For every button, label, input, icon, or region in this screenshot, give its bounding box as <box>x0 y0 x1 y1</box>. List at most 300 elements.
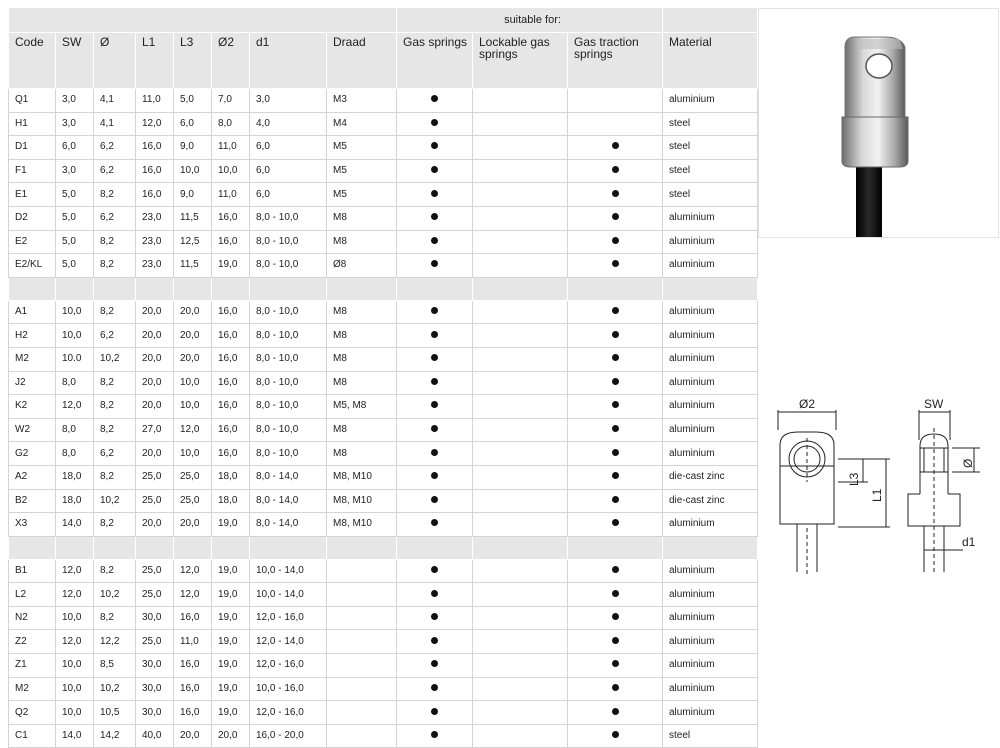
suitability-cell <box>473 301 568 325</box>
dim-d1-label: d1 <box>962 535 976 549</box>
table-cell: 8,0 - 10,0 <box>250 442 327 466</box>
table-cell: 25,0 <box>174 466 212 490</box>
table-cell: 19,0 <box>212 560 250 584</box>
table-cell: 25,0 <box>136 560 174 584</box>
suitability-cell <box>397 136 473 160</box>
suitability-cell <box>568 560 663 584</box>
suitability-cell <box>397 654 473 678</box>
suitability-cell <box>568 231 663 255</box>
table-cell: N2 <box>8 607 56 631</box>
suitability-cell <box>568 324 663 348</box>
suitability-cell <box>397 231 473 255</box>
header-row <box>8 33 758 89</box>
table-cell: 25,0 <box>136 490 174 514</box>
column-header: Material <box>663 33 758 89</box>
table-cell: 12,0 - 14,0 <box>250 630 327 654</box>
table-cell: 12,0 <box>174 560 212 584</box>
table-cell: 9,0 <box>174 183 212 207</box>
table-cell: 20,0 <box>174 324 212 348</box>
bullet-icon <box>612 378 619 385</box>
table-cell: 20,0 <box>136 324 174 348</box>
table-cell: 20,0 <box>174 725 212 748</box>
table-cell: steel <box>663 183 758 207</box>
ball-socket-photo-icon <box>759 9 998 237</box>
table-cell: 10,0 <box>56 678 94 702</box>
table-cell: H1 <box>8 113 56 137</box>
table-cell: 10,0 <box>56 701 94 725</box>
table-row <box>8 419 758 443</box>
table-cell: 3,0 <box>56 89 94 113</box>
bullet-icon <box>612 354 619 361</box>
table-cell: 8,0 - 14,0 <box>250 466 327 490</box>
bullet-icon <box>612 496 619 503</box>
table-cell: 20,0 <box>136 395 174 419</box>
table-cell: aluminium <box>663 442 758 466</box>
table-cell: 20,0 <box>174 301 212 325</box>
table-cell: aluminium <box>663 324 758 348</box>
table-cell: 10,0 <box>56 607 94 631</box>
suitability-cell <box>568 113 663 137</box>
table-cell: 8,5 <box>94 654 136 678</box>
table-cell: 12,0 <box>56 395 94 419</box>
table-cell: A1 <box>8 301 56 325</box>
table-cell: M5, M8 <box>327 395 397 419</box>
table-cell: 6,2 <box>94 442 136 466</box>
table-cell: 8,2 <box>94 301 136 325</box>
table-cell: 12,0 - 16,0 <box>250 701 327 725</box>
table-cell: 10,0 - 16,0 <box>250 678 327 702</box>
table-cell: aluminium <box>663 560 758 584</box>
table-cell: 5,0 <box>56 183 94 207</box>
suitability-cell <box>568 513 663 537</box>
table-cell: 10,2 <box>94 348 136 372</box>
bullet-icon <box>612 331 619 338</box>
bullet-icon <box>431 354 438 361</box>
table-cell: 10,2 <box>94 678 136 702</box>
suitability-cell <box>473 654 568 678</box>
suitability-cell <box>397 560 473 584</box>
suitability-cell <box>397 113 473 137</box>
bullet-icon <box>612 660 619 667</box>
table-cell: aluminium <box>663 583 758 607</box>
bullet-icon <box>612 260 619 267</box>
table-cell: 30,0 <box>136 701 174 725</box>
table-cell <box>327 630 397 654</box>
table-row <box>8 254 758 278</box>
table-cell: Z1 <box>8 654 56 678</box>
bullet-icon <box>612 613 619 620</box>
suitability-cell <box>397 324 473 348</box>
suitability-cell <box>568 301 663 325</box>
dim-o-label: Ø <box>961 458 975 468</box>
suitability-cell <box>568 207 663 231</box>
suitability-cell <box>568 442 663 466</box>
suitability-cell <box>473 513 568 537</box>
bullet-icon <box>431 378 438 385</box>
table-cell: 8,2 <box>94 560 136 584</box>
bullet-icon <box>431 331 438 338</box>
table-row <box>8 490 758 514</box>
table-cell: M5 <box>327 160 397 184</box>
suitability-cell <box>397 372 473 396</box>
suitable-for-label: suitable for: <box>397 8 663 33</box>
table-cell: M4 <box>327 113 397 137</box>
table-cell: 16,0 <box>212 324 250 348</box>
bullet-icon <box>431 731 438 738</box>
table-cell: D1 <box>8 136 56 160</box>
bullet-icon <box>612 425 619 432</box>
table-cell: 20,0 <box>136 348 174 372</box>
suitability-cell <box>473 466 568 490</box>
table-cell: 8,0 - 10,0 <box>250 254 327 278</box>
bullet-icon <box>431 708 438 715</box>
table-row <box>8 466 758 490</box>
table-cell: 5,0 <box>174 89 212 113</box>
suitability-cell <box>473 560 568 584</box>
suitability-cell <box>568 372 663 396</box>
table-cell: 8,2 <box>94 419 136 443</box>
table-cell: steel <box>663 725 758 748</box>
suitability-cell <box>397 207 473 231</box>
table-cell: G2 <box>8 442 56 466</box>
table-cell: 6,0 <box>56 136 94 160</box>
table-cell: 19,0 <box>212 254 250 278</box>
bullet-icon <box>431 637 438 644</box>
column-header: Lockable gas springs <box>473 33 568 89</box>
table-row <box>8 654 758 678</box>
suitable-row <box>8 8 758 33</box>
bullet-icon <box>431 213 438 220</box>
table-cell: 8,2 <box>94 183 136 207</box>
suitability-cell <box>397 348 473 372</box>
table-cell: 20,0 <box>136 372 174 396</box>
bullet-icon <box>431 566 438 573</box>
table-cell: 10,2 <box>94 583 136 607</box>
suitability-cell <box>473 324 568 348</box>
table-cell: W2 <box>8 419 56 443</box>
suitability-cell <box>397 490 473 514</box>
suitability-cell <box>473 419 568 443</box>
table-cell: 16,0 <box>212 231 250 255</box>
table-row <box>8 513 758 537</box>
table-cell: 19,0 <box>212 513 250 537</box>
table-cell: 25,0 <box>174 490 212 514</box>
dim-l3-label: L3 <box>847 472 861 486</box>
table-cell: 14,0 <box>56 725 94 748</box>
table-cell: 16,0 <box>174 654 212 678</box>
table-cell: 20,0 <box>174 513 212 537</box>
suitability-cell <box>473 254 568 278</box>
table-cell: 10,0 <box>56 324 94 348</box>
table-cell: aluminium <box>663 701 758 725</box>
suitability-cell <box>568 89 663 113</box>
table-cell: 12,0 <box>56 583 94 607</box>
suitability-cell <box>473 348 568 372</box>
column-header: L1 <box>136 33 174 89</box>
table-cell: aluminium <box>663 254 758 278</box>
table-cell: 8,0 - 10,0 <box>250 301 327 325</box>
table-cell: 10,0 - 14,0 <box>250 583 327 607</box>
table-cell: 8,2 <box>94 254 136 278</box>
suitability-cell <box>473 607 568 631</box>
table-cell: 5,0 <box>56 231 94 255</box>
table-cell: Q1 <box>8 89 56 113</box>
column-header: Ø2 <box>212 33 250 89</box>
table-cell: 5,0 <box>56 207 94 231</box>
table-cell: 8,0 - 10,0 <box>250 207 327 231</box>
table-cell: 10,5 <box>94 701 136 725</box>
bullet-icon <box>431 190 438 197</box>
table-cell: 5,0 <box>56 254 94 278</box>
bullet-icon <box>612 213 619 220</box>
suitability-cell <box>568 583 663 607</box>
suitability-cell <box>473 583 568 607</box>
table-row <box>8 348 758 372</box>
bullet-icon <box>612 684 619 691</box>
table-cell: 8,2 <box>94 513 136 537</box>
suitability-cell <box>397 89 473 113</box>
column-header: Gas traction springs <box>568 33 663 89</box>
table-cell: M5 <box>327 183 397 207</box>
table-cell: 18,0 <box>56 490 94 514</box>
table-cell: M8 <box>327 372 397 396</box>
bullet-icon <box>431 449 438 456</box>
table-cell: 12,0 <box>174 583 212 607</box>
table-cell: aluminium <box>663 301 758 325</box>
table-row <box>8 207 758 231</box>
table-cell: 8,2 <box>94 607 136 631</box>
table-cell: 6,2 <box>94 136 136 160</box>
table-cell: 8,2 <box>94 466 136 490</box>
table-cell: M8 <box>327 348 397 372</box>
table-cell: aluminium <box>663 89 758 113</box>
table-cell: 10,0 <box>56 654 94 678</box>
table-cell: E2 <box>8 231 56 255</box>
table-cell: 4,0 <box>250 113 327 137</box>
bullet-icon <box>612 566 619 573</box>
table-cell: 19,0 <box>212 583 250 607</box>
table-cell: 16,0 <box>174 701 212 725</box>
table-cell: M2 <box>8 678 56 702</box>
table-cell: 4,1 <box>94 113 136 137</box>
table-cell: M8, M10 <box>327 490 397 514</box>
table-cell <box>327 678 397 702</box>
table-cell: 19,0 <box>212 654 250 678</box>
table-cell: aluminium <box>663 207 758 231</box>
table-cell: 16,0 <box>212 442 250 466</box>
table-cell: 18,0 <box>56 466 94 490</box>
table-cell: 8,0 - 10,0 <box>250 372 327 396</box>
table-cell: 16,0 <box>136 160 174 184</box>
table-row <box>8 183 758 207</box>
suitability-cell <box>473 160 568 184</box>
table-cell: 12,0 <box>56 560 94 584</box>
table-cell: 12,0 <box>56 630 94 654</box>
table-cell <box>327 560 397 584</box>
table-cell: 8,0 - 10,0 <box>250 348 327 372</box>
table-cell: 16,0 - 20,0 <box>250 725 327 748</box>
table-cell: 11,0 <box>212 136 250 160</box>
table-cell: 8,0 <box>56 419 94 443</box>
bullet-icon <box>431 237 438 244</box>
bullet-icon <box>612 590 619 597</box>
table-cell: aluminium <box>663 607 758 631</box>
table-cell: 19,0 <box>212 678 250 702</box>
bullet-icon <box>612 401 619 408</box>
table-cell: aluminium <box>663 348 758 372</box>
suitability-cell <box>397 513 473 537</box>
table-cell: 8,0 - 14,0 <box>250 513 327 537</box>
table-cell: 3,0 <box>56 160 94 184</box>
table-cell: 20,0 <box>174 348 212 372</box>
table-cell: 11,5 <box>174 207 212 231</box>
table-cell: M8, M10 <box>327 466 397 490</box>
table-cell: aluminium <box>663 419 758 443</box>
table-cell: 12,0 <box>174 419 212 443</box>
table-cell: 10,0 <box>174 395 212 419</box>
table-cell: 6,2 <box>94 207 136 231</box>
suitability-cell <box>568 630 663 654</box>
bullet-icon <box>431 496 438 503</box>
suitability-cell <box>568 607 663 631</box>
table-cell: 6,0 <box>174 113 212 137</box>
dimension-drawing-icon <box>758 390 994 580</box>
table-cell: 12,0 - 16,0 <box>250 654 327 678</box>
suitability-cell <box>473 113 568 137</box>
table-cell: 10,0 <box>56 301 94 325</box>
table-cell: 11,0 <box>174 630 212 654</box>
table-cell: J2 <box>8 372 56 396</box>
table-row <box>8 372 758 396</box>
bullet-icon <box>612 472 619 479</box>
table-cell: 8,0 - 14,0 <box>250 490 327 514</box>
bullet-icon <box>431 425 438 432</box>
bullet-icon <box>612 708 619 715</box>
table-row <box>8 607 758 631</box>
table-cell: 25,0 <box>136 466 174 490</box>
suitability-cell <box>397 678 473 702</box>
table-cell: 20,0 <box>136 301 174 325</box>
table-cell: 14,0 <box>56 513 94 537</box>
table-cell <box>327 583 397 607</box>
table-cell: 40,0 <box>136 725 174 748</box>
table-cell: 10,2 <box>94 490 136 514</box>
suitability-cell <box>397 607 473 631</box>
table-cell: M8 <box>327 207 397 231</box>
table-cell: steel <box>663 113 758 137</box>
table-cell: M2 <box>8 348 56 372</box>
dim-d2-label: Ø2 <box>799 397 816 411</box>
table-cell: M8, M10 <box>327 513 397 537</box>
table-cell: 18,0 <box>212 490 250 514</box>
table-cell: 12,5 <box>174 231 212 255</box>
table-cell: 6,0 <box>250 160 327 184</box>
column-header: d1 <box>250 33 327 89</box>
table-cell: M8 <box>327 231 397 255</box>
table-cell: 10.0 <box>56 348 94 372</box>
column-header: Draad <box>327 33 397 89</box>
suitability-cell <box>397 419 473 443</box>
table-cell: D2 <box>8 207 56 231</box>
bullet-icon <box>431 590 438 597</box>
table-cell: E2/KL <box>8 254 56 278</box>
table-cell <box>327 701 397 725</box>
table-cell: 11,5 <box>174 254 212 278</box>
table-row <box>8 678 758 702</box>
bullet-icon <box>431 660 438 667</box>
bullet-icon <box>612 731 619 738</box>
table-cell: 18,0 <box>212 466 250 490</box>
table-cell: 8,0 <box>212 113 250 137</box>
suitability-cell <box>568 678 663 702</box>
dim-l1-label: L1 <box>870 488 884 502</box>
suitability-cell <box>568 136 663 160</box>
product-photo <box>758 8 999 238</box>
table-cell: aluminium <box>663 513 758 537</box>
table-cell: aluminium <box>663 395 758 419</box>
table-cell: X3 <box>8 513 56 537</box>
table-cell: M8 <box>327 442 397 466</box>
table-cell: 8,0 - 10,0 <box>250 419 327 443</box>
suitability-cell <box>397 442 473 466</box>
table-cell: 3,0 <box>250 89 327 113</box>
table-cell: 16,0 <box>212 372 250 396</box>
bullet-icon <box>612 307 619 314</box>
bullet-icon <box>612 237 619 244</box>
table-cell: 8,0 <box>56 442 94 466</box>
table-cell: 19,0 <box>212 607 250 631</box>
suitability-cell <box>473 231 568 255</box>
suitability-cell <box>473 630 568 654</box>
bullet-icon <box>612 637 619 644</box>
table-cell: Z2 <box>8 630 56 654</box>
table-cell: aluminium <box>663 678 758 702</box>
bullet-icon <box>612 166 619 173</box>
table-row <box>8 701 758 725</box>
suitability-cell <box>568 701 663 725</box>
table-cell: 16,0 <box>174 607 212 631</box>
suitability-cell <box>397 160 473 184</box>
table-cell: 6,2 <box>94 324 136 348</box>
bullet-icon <box>431 307 438 314</box>
suitability-cell <box>473 372 568 396</box>
table-cell: 8,0 - 10,0 <box>250 395 327 419</box>
table-cell: 8,2 <box>94 372 136 396</box>
table-cell: M8 <box>327 419 397 443</box>
table-cell: 23,0 <box>136 231 174 255</box>
suitability-cell <box>397 701 473 725</box>
table-cell: L2 <box>8 583 56 607</box>
table-row <box>8 583 758 607</box>
table-cell: 19,0 <box>212 630 250 654</box>
table-cell: Q2 <box>8 701 56 725</box>
table-cell: B2 <box>8 490 56 514</box>
table-cell: 14,2 <box>94 725 136 748</box>
table-row <box>8 231 758 255</box>
column-header: L3 <box>174 33 212 89</box>
table-cell: 16,0 <box>212 395 250 419</box>
spec-table-body <box>8 8 758 748</box>
suitability-cell <box>473 442 568 466</box>
table-cell: 6,0 <box>250 183 327 207</box>
table-cell: 6,2 <box>94 160 136 184</box>
group-separator <box>8 537 758 560</box>
suitability-cell <box>473 395 568 419</box>
table-cell: 8,2 <box>94 231 136 255</box>
table-cell: 30,0 <box>136 607 174 631</box>
table-cell: die-cast zinc <box>663 490 758 514</box>
column-header: Code <box>8 33 56 89</box>
